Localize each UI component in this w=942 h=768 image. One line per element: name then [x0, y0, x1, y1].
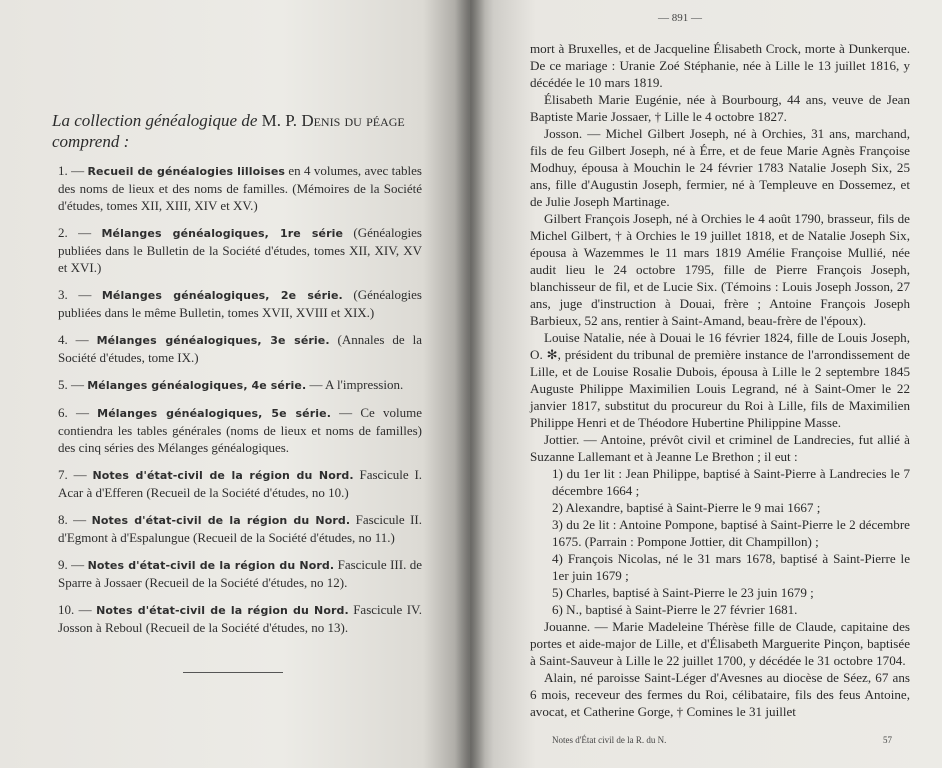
entry-description: Fascicule I. Acar à d'Efferen (Recueil de la Société d'études, no 10.)	[58, 467, 423, 500]
genealogy-paragraph: 2) Alexandre, baptisé à Saint-Pierre le 9 mai 1667 ;	[552, 500, 821, 515]
title-part-d: comprend :	[52, 132, 130, 151]
entry-series-title: Notes d'état-civil de la région du Nord.	[96, 604, 349, 617]
collection-entry	[42, 224, 422, 276]
genealogy-paragraph: Élisabeth Marie Eugénie, née à Bourbourg, 44 ans, veuve de Jean Baptiste Marie Jossaer, † Lille le 4 octobre 1827.	[530, 92, 910, 124]
collection-entry	[42, 511, 422, 546]
entry-number: 2. —	[58, 225, 102, 240]
footer-signature: 57	[883, 735, 892, 745]
title-author: Denis du péage	[301, 111, 405, 130]
entry-series-title: Mélanges généalogiques, 1re série	[101, 227, 344, 240]
genealogy-paragraph: 3) du 2e lit : Antoine Pompone, baptisé à Saint-Pierre le 2 décembre 1675. (Parrain : Pompone Jottier, dit Champillon) ;	[552, 517, 910, 549]
separator-rule	[183, 672, 283, 673]
collection-title	[52, 110, 424, 152]
entry-description: — A l'impression.	[306, 377, 404, 392]
book-gutter	[455, 0, 485, 768]
collection-entry	[42, 556, 422, 591]
entry-number: 3. —	[58, 287, 102, 302]
genealogy-paragraph: Louise Natalie, née à Douai le 16 février 1824, fille de Louis Joseph, O. ✻, président du tribunal de première instance de l'arrondissement de Lille, et de Louise Rosalie Dubois, épousa à Lille le 2 septembre 1845 Auguste Philippe Maximilien Louis Legrand, né à Saint-Omer le 22 janvier 1817, substitut du procureur du Roi à Lille, fils de Maximilien Philippe Henri et de Théodore Hubertine Philippine Masse.	[530, 330, 910, 430]
entry-series-title: Notes d'état-civil de la région du Nord.	[87, 559, 335, 572]
entry-number: 10. —	[58, 602, 97, 617]
genealogy-paragraph: Jouanne. — Marie Madeleine Thérèse fille de Claude, capitaine des portes et aide-major de Lille, et d'Élisabeth Marguerite Pinçon, baptisée à Saint-Sauveur à Lille le 22 juillet 1700, y décédée le 31 octobre 1704.	[530, 619, 910, 668]
collection-entry	[42, 376, 422, 394]
page-footer	[552, 735, 892, 745]
entry-description: — Ce volume contiendra les tables générales (noms de lieux et noms de familles) des cinq séries des Mélanges généalogiques.	[58, 405, 422, 455]
collection-list	[42, 162, 422, 646]
title-part-a: La collection généalogique de	[52, 111, 262, 130]
genealogy-paragraph: 5) Charles, baptisé à Saint-Pierre le 23 juin 1679 ;	[552, 585, 814, 600]
title-part-b: M. P.	[261, 111, 302, 130]
genealogy-paragraph: 4) François Nicolas, né le 31 mars 1678, baptisé à Saint-Pierre le 1er juin 1679 ;	[552, 551, 910, 583]
entry-number: 8. —	[58, 512, 92, 527]
genealogy-paragraph: mort à Bruxelles, et de Jacqueline Élisabeth Crock, morte à Dunkerque. De ce mariage : Uranie Zoé Stéphanie, née à Lille le 13 juillet 1816, y décédée le 10 mars 1819.	[530, 41, 910, 90]
genealogy-paragraph: 1) du 1er lit : Jean Philippe, baptisé à Saint-Pierre à Landrecies le 7 décembre 1664 ;	[552, 466, 910, 498]
left-page	[0, 0, 470, 768]
entry-description: (Annales de la Société d'études, tome IX.)	[58, 332, 422, 365]
entry-number: 9. —	[58, 557, 88, 572]
entry-series-title: Recueil de généalogies lilloises	[87, 165, 286, 178]
footer-title: Notes d'État civil de la R. du N.	[552, 735, 667, 745]
genealogy-paragraph: Gilbert François Joseph, né à Orchies le 4 août 1790, brasseur, fils de Michel Gilbert, † à Orchies le 19 juillet 1818, et de Natalie Joseph Six, épousa à Wazemmes le 11 mars 1819 Amélie Françoise Mullié, née audit lieu le 24 octobre 1795, fille de Pierre François Joseph, blanchisseur de fil, et de Lucie Six. (Témoins : Louis Joseph Josson, 27 ans, juge d'instruction à Douai, frère ; Antoine François Joseph Barbieux, 52 ans, rentier à Saint-Amand, beau-frère de l'époux).	[530, 211, 910, 328]
genealogy-paragraph: Jottier. — Antoine, prévôt civil et criminel de Landrecies, fut allié à Suzanne Lallemant et à Jeanne Le Brethon ; il eut :	[530, 432, 910, 464]
entry-series-title: Mélanges généalogiques, 4e série.	[87, 379, 307, 392]
genealogy-paragraph: Alain, né paroisse Saint-Léger d'Avesnes au diocèse de Séez, 67 ans 6 mois, receveur des fermes du Roi, célibataire, fils des feus Antoine, avocat, et Catherine Gorge, † Comines le 31 juillet	[530, 670, 910, 719]
entry-description: en 4 volumes, avec tables des noms de lieux et des noms de familles. (Mémoires de la Société d'études, tomes XII, XIII, XIV et XV.)	[58, 163, 422, 213]
collection-entry	[42, 286, 422, 321]
genealogy-paragraph: Josson. — Michel Gilbert Joseph, né à Orchies, 31 ans, marchand, fils de feu Gilbert Joseph, né à Érre, et de feue Marie Agnès Françoise Modhuy, épousa à Mouchin le 24 février 1783 Natalie Joseph Six, 25 ans, fille d'Augustin Joseph, fermier, né à Templeuve en Dossemez, et de Julie Joseph Martinage.	[530, 126, 910, 209]
entry-series-title: Mélanges généalogiques, 2e série.	[101, 289, 343, 302]
entry-number: 4. —	[58, 332, 97, 347]
entry-description: Fascicule II. d'Egmont à d'Espalungue (Recueil de la Société d'études, no 11.)	[58, 512, 422, 545]
entry-series-title: Notes d'état-civil de la région du Nord.	[92, 469, 354, 482]
entry-description: (Généalogies publiées dans le Bulletin de la Société d'études, tomes XII, XIV, XV et XVI.)	[58, 225, 422, 275]
entry-series-title: Mélanges généalogiques, 5e série.	[97, 407, 331, 420]
genealogy-text	[530, 40, 910, 720]
collection-entry	[42, 331, 422, 366]
entry-number: 5. —	[58, 377, 88, 392]
entry-series-title: Mélanges généalogiques, 3e série.	[96, 334, 330, 347]
entry-number: 1. —	[58, 163, 88, 178]
collection-entry	[42, 601, 422, 636]
entry-series-title: Notes d'état-civil de la région du Nord.	[91, 514, 351, 527]
collection-entry	[42, 162, 422, 214]
page-number: — 891 —	[658, 12, 702, 24]
collection-entry	[42, 466, 422, 501]
collection-entry	[42, 404, 422, 456]
entry-description: Fascicule III. de Sparre à Jossaer (Recueil de la Société d'études, no 12).	[58, 557, 423, 590]
genealogy-paragraph: 6) N., baptisé à Saint-Pierre le 27 février 1681.	[552, 602, 798, 617]
entry-number: 6. —	[58, 405, 98, 420]
entry-description: (Généalogies publiées dans le même Bulletin, tomes XVII, XVIII et XIX.)	[58, 287, 422, 320]
entry-number: 7. —	[58, 467, 93, 482]
entry-description: Fascicule IV. Josson à Reboul (Recueil de la Société d'études, no 13).	[58, 602, 423, 635]
